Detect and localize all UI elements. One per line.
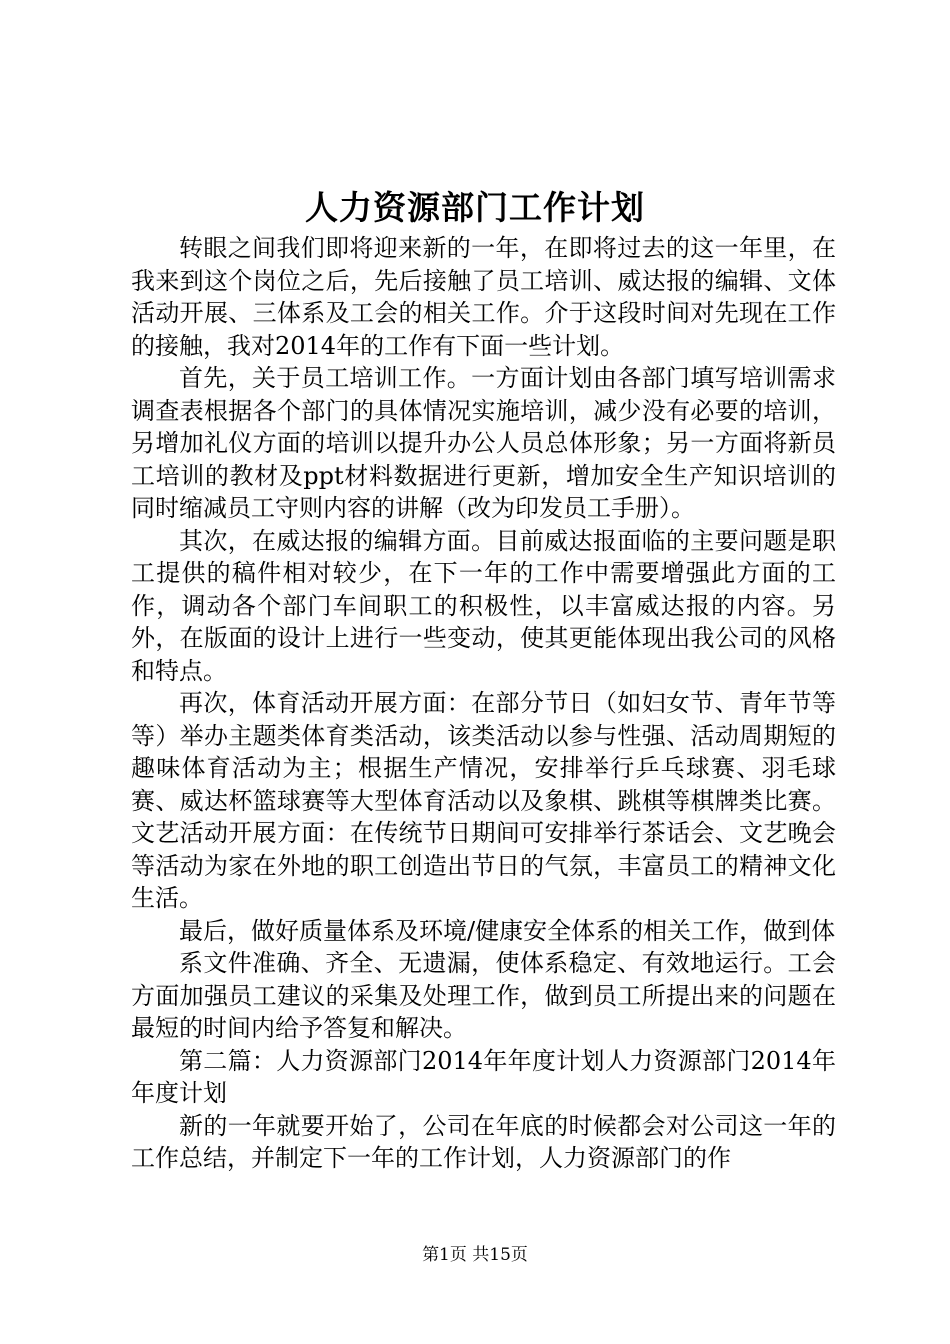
paragraph: 转眼之间我们即将迎来新的一年，在即将过去的这一年里，在我来到这个岗位之后，先后接触了员工培训、威达报的编辑、文体活动开展、三体系及工会的相关工作。介于这段时间对先现在工作的接触，我对2014年的工作有下面一些计划。 [131, 234, 836, 360]
paragraph: 系文件准确、齐全、无遗漏，使体系稳定、有效地运行。工会方面加强员工建议的采集及处理工作，做到员工所提出来的问题在最短的时间内给予答复和解决。 [131, 949, 836, 1042]
document-title: 人力资源部门工作计划 [305, 188, 645, 227]
paragraph: 其次，在威达报的编辑方面。目前威达报面临的主要问题是职工提供的稿件相对较少，在下一年的工作中需要增强此方面的工作，调动各个部门车间职工的积极性，以丰富威达报的内容。另外，在版面的设计上进行一些变动，使其更能体现出我公司的风格和特点。 [131, 526, 836, 685]
paragraph: 第二篇：人力资源部门2014年年度计划人力资源部门2014年年度计划 [131, 1046, 836, 1107]
document-body [131, 232, 836, 1175]
page-number-footer: 第1页 共15页 [422, 1245, 528, 1265]
paragraph: 首先，关于员工培训工作。一方面计划由各部门填写培训需求调查表根据各个部门的具体情况实施培训，减少没有必要的培训，另增加礼仪方面的培训以提升办公人员总体形象；另一方面将新员工培训的教材及ppt材料数据进行更新，增加安全生产知识培训的同时缩减员工守则内容的讲解（改为印发员工手册）。 [131, 364, 836, 522]
paragraph: 再次，体育活动开展方面：在部分节日（如妇女节、青年节等等）举办主题类体育类活动，该类活动以参与性强、活动周期短的趣味体育活动为主；根据生产情况，安排举行乒乓球赛、羽毛球赛、威达杯篮球赛等大型体育活动以及象棋、跳棋等棋牌类比赛。文艺活动开展方面：在传统节日期间可安排举行茶话会、文艺晚会等活动为家在外地的职工创造出节日的气氛，丰富员工的精神文化生活。 [131, 689, 836, 912]
paragraph: 最后，做好质量体系及环境/健康安全体系的相关工作，做到体 [179, 916, 836, 945]
paragraph: 新的一年就要开始了，公司在年底的时候都会对公司这一年的工作总结，并制定下一年的工作计划，人力资源部门的作 [131, 1111, 836, 1172]
